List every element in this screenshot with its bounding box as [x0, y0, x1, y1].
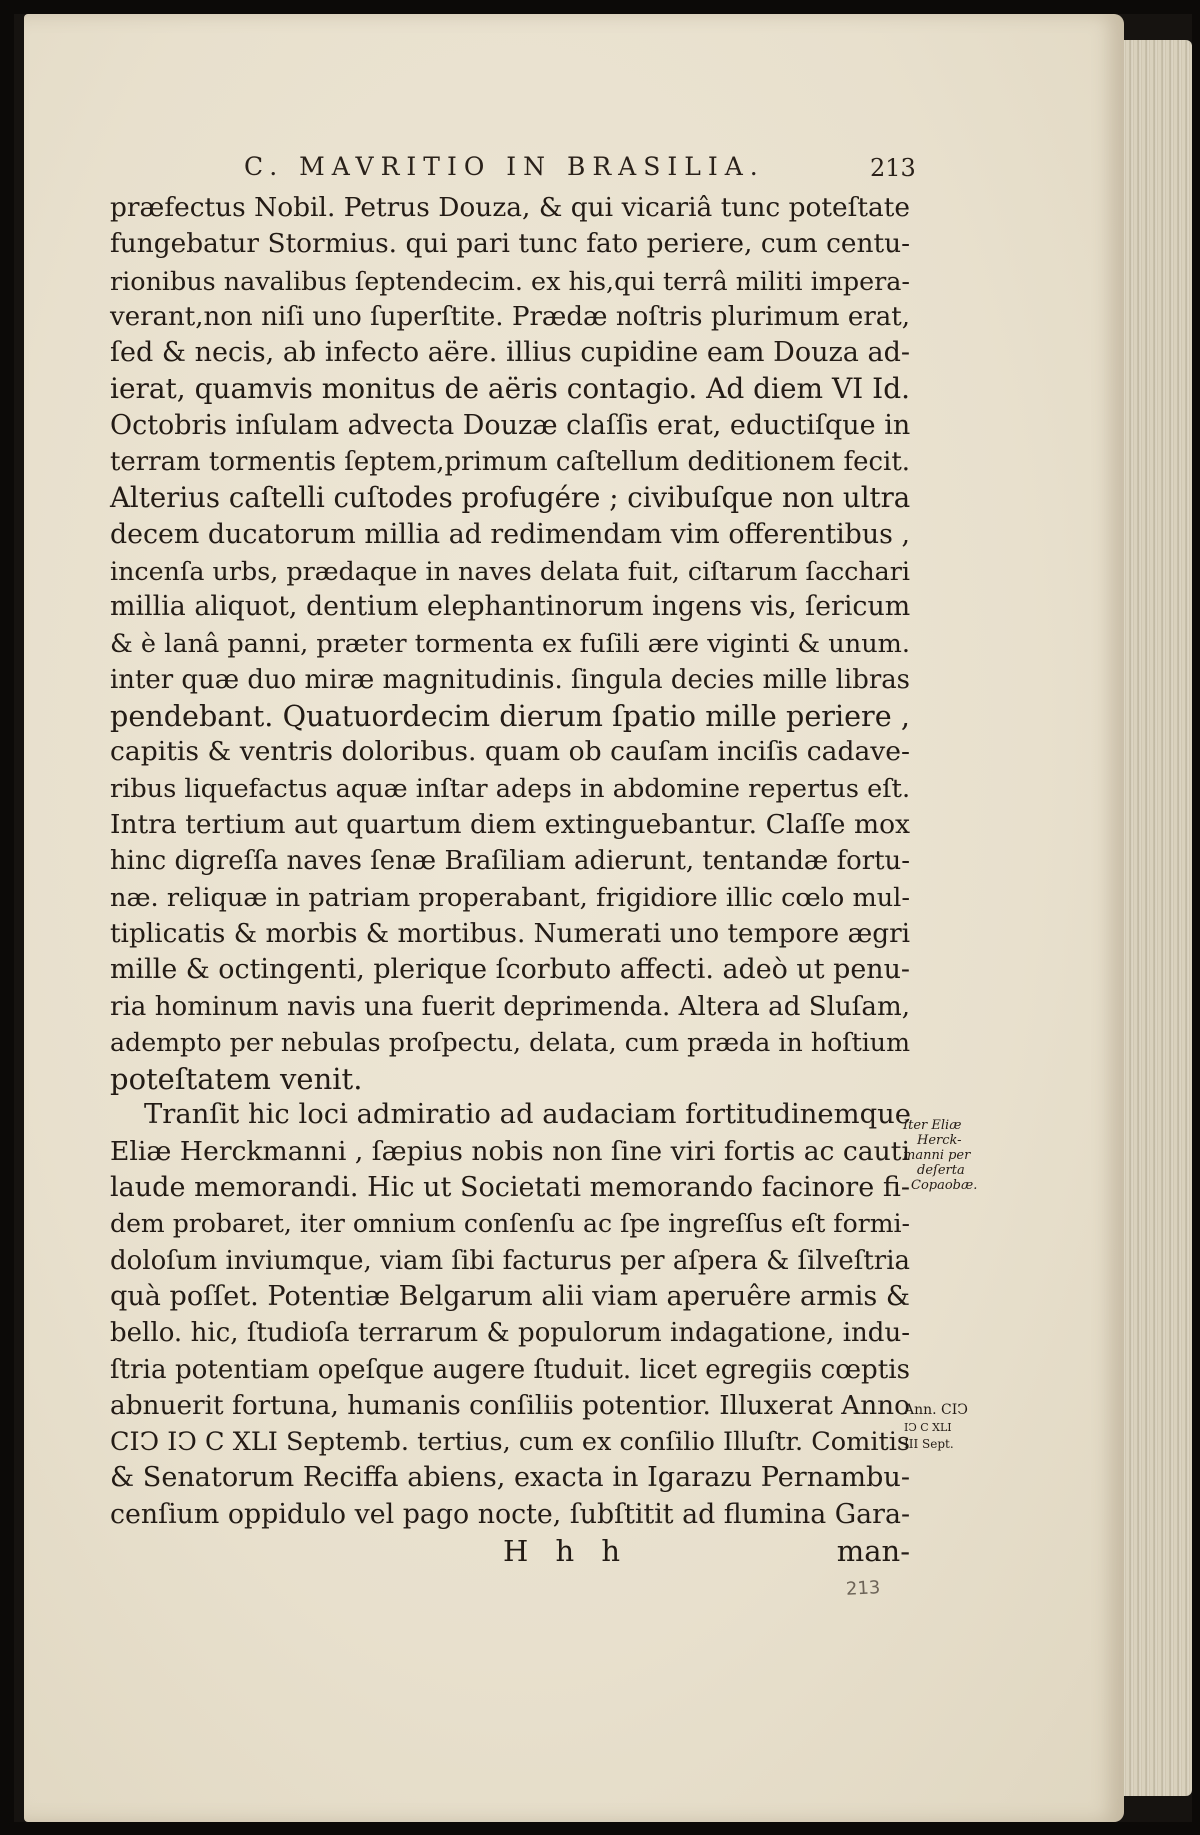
text-line: hinc digreſſa naves ſenæ Braſiliam adierunt, tentandæ fortu- [110, 846, 910, 877]
margin-note-line: Iter Eliæ [903, 1118, 962, 1133]
text-line: Alterius caſtelli cuſtodes profugére ; civibuſque non ultra [110, 481, 911, 515]
text-line: & è lanâ panni, præter tormenta ex fuſili ære viginti & unum. [110, 628, 910, 659]
catchword: man- [836, 1533, 910, 1568]
text-line: inter quæ duo miræ magnitudinis. ſingula decies mille libras [110, 664, 910, 695]
text-line: fungebatur Stormius. qui pari tunc fato periere, cum centu- [110, 229, 910, 260]
text-line: & Senatorum Reciffa abiens, exacta in Igarazu Pernambu- [110, 1462, 910, 1494]
text-line: mille & octingenti, plerique ſcorbuto affecti. adeò ut penu- [110, 954, 910, 986]
body-text [110, 190, 910, 1569]
text-line: abnuerit fortuna, humanis conſiliis potentior. Illuxerat Anno [110, 1390, 910, 1421]
margin-note-line: Ann. CIↃ [904, 1402, 968, 1418]
text-line: capitis & ventris doloribus. quam ob cauſam inciſis cadave- [110, 736, 910, 768]
text-line: pendebant. Quatuordecim dierum ſpatio mille periere , [110, 699, 910, 734]
running-header [24, 152, 1124, 186]
text-line: poteſtatem venit. [110, 1062, 363, 1097]
text-line: quà poſſet. Potentiæ Belgarum alii viam aperuêre armis & [110, 1280, 910, 1312]
book [14, 14, 1192, 1822]
text-line: ria hominum navis una fuerit deprimenda. Altera ad Sluſam, [110, 991, 910, 1022]
text-line: laude memorandi. Hic ut Societati memorando facinore fi- [110, 1172, 910, 1204]
text-line: Eliæ Herckmanni , ſæpius nobis non ſine viri fortis ac cauti [110, 1135, 910, 1167]
text-line: ierat, quamvis monitus de aëris contagio. Ad diem VI Id. [110, 372, 910, 406]
pencil-page-number: 213 [845, 1577, 881, 1600]
margin-note-line: Herck- [917, 1133, 962, 1148]
text-line: ſtria potentiam opeſque augere ſtuduit. licet egregiis cœptis [110, 1354, 910, 1385]
text-line: ſed & necis, ab infecto aëre. illius cupidine eam Douza ad- [110, 337, 910, 369]
footer-line [110, 1533, 910, 1569]
text-line: tiplicatis & morbis & mortibus. Numerati uno tempore ægri [110, 918, 911, 949]
running-title: C. MAVRITIO IN BRASILIA. [244, 152, 765, 181]
text-line: rionibus navalibus ſeptendecim. ex his,qui terrâ militi impera- [110, 265, 910, 296]
text-line: cenſium oppidulo vel pago nocte, ſubſtitit ad flumina Gara- [110, 1498, 910, 1530]
text-line: Intra tertium aut quartum diem extinguebantur. Claſſe mox [110, 809, 910, 841]
text-line: CIↃ IↃ C XLI Septemb. tertius, cum ex conſilio Illuſtr. Comitis [110, 1427, 910, 1458]
margin-note-line: Copaobæ. [911, 1178, 978, 1193]
margin-note-line: manni per [903, 1148, 971, 1163]
margin-note-line: deſerta [917, 1163, 965, 1178]
text-line: præfectus Nobil. Petrus Douza, & qui vicariâ tunc poteſtate [110, 192, 910, 223]
margin-note-line: IↃ C XLI [904, 1421, 952, 1434]
text-line: dem probaret, iter omnium conſenſu ac ſpe ingreſſus eſt formi- [110, 1209, 910, 1239]
signature-mark: H h h [503, 1533, 630, 1568]
text-line: incenſa urbs, prædaque in naves delata fuit, ciſtarum ſacchari [110, 555, 910, 586]
text-line: decem ducatorum millia ad redimendam vim offerentibus , [110, 518, 910, 550]
book-page [24, 14, 1124, 1822]
margin-note-line: III Sept. [904, 1437, 954, 1451]
text-line: doloſum inviumque, viam ſibi facturus per aſpera & ſilveſtria [110, 1245, 910, 1276]
text-line: Octobris inſulam advecta Douzæ claſſis erat, eductiſque in [110, 409, 911, 441]
text-line: Tranſit hic loci admiratio ad audaciam fortitudinemque [144, 1099, 912, 1131]
text-line: ribus liquefactus aquæ inſtar adeps in abdomine repertus eſt. [110, 773, 911, 804]
text-line: verant,non niſi uno ſuperſtite. Prædæ noſtris plurimum erat, [110, 301, 910, 332]
text-line: terram tormentis ſeptem,primum caſtellum deditionem fecit. [110, 447, 910, 478]
text-line: millia aliquot, dentium elephantinorum ingens vis, ſericum [110, 591, 911, 623]
text-line: adempto per nebulas proſpectu, delata, cum præda in hoſtium [110, 1027, 910, 1057]
text-line: bello. hic, ſtudioſa terrarum & populorum indagatione, indu- [110, 1318, 910, 1349]
margin-note-iter [903, 1118, 993, 1193]
text-line: næ. reliquæ in patriam properabant, frigidiore illic cœlo mul- [110, 882, 910, 913]
page-number: 213 [870, 154, 916, 182]
margin-note-date [904, 1402, 968, 1453]
page-edges [1118, 40, 1192, 1796]
